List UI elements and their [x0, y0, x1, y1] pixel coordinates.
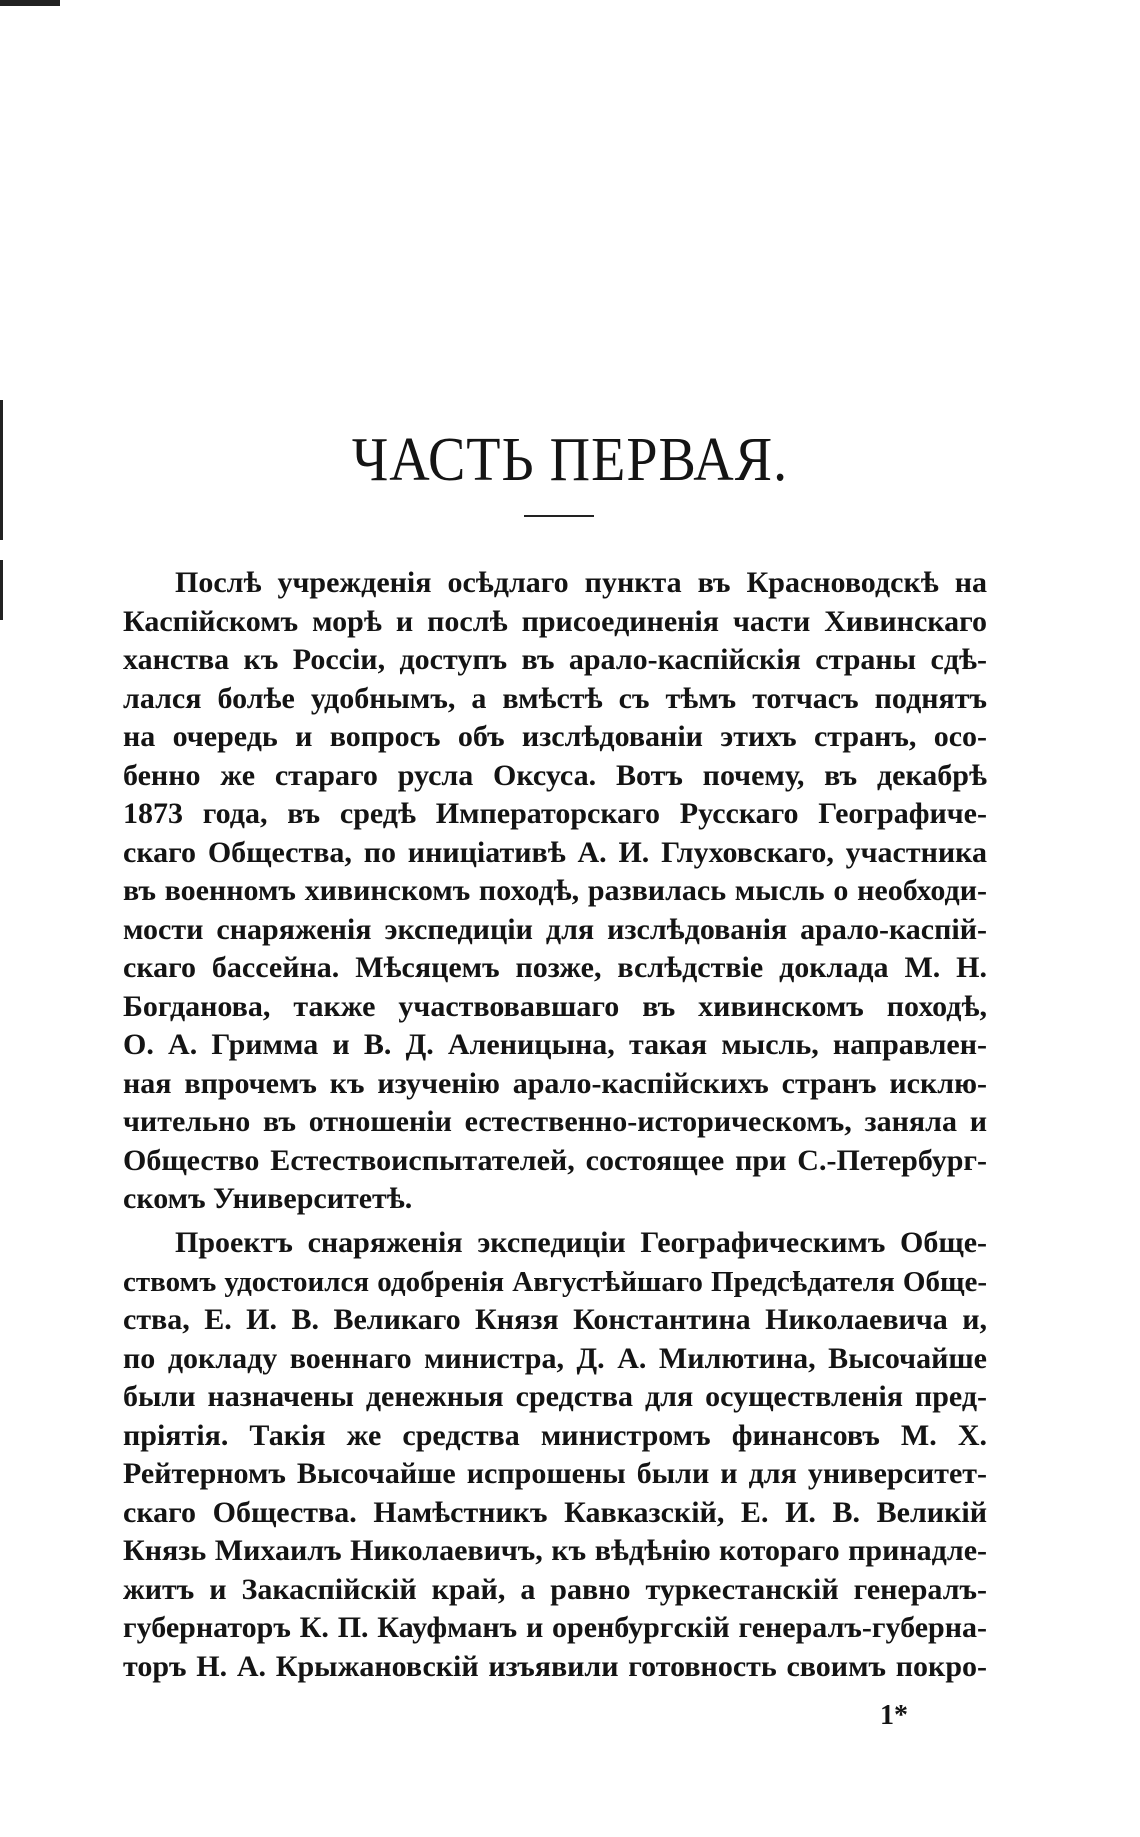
- text-line: ханства къ Россіи, доступъ въ арало-каспійскія страны сдѣ-: [123, 643, 987, 676]
- text-line: ная впрочемъ къ изученію арало-каспійскихъ странъ исклю-: [123, 1066, 987, 1100]
- text-line: по докладу военнаго министра, Д. А. Милютина, Высочайше: [123, 1341, 987, 1375]
- text-line: скаго Общества, по иниціативѣ А. И. Глуховскаго, участника: [123, 835, 987, 869]
- text-line: житъ и Закаспійскій край, а равно туркестанскій генералъ-: [123, 1572, 987, 1606]
- text-line: скомъ Университетѣ.: [123, 1182, 413, 1215]
- title-divider: [524, 515, 594, 517]
- text-line: Общество Естествоиспытателей, состоящее при С.-Петербург-: [123, 1143, 987, 1177]
- text-line: торъ Н. А. Крыжановскій изъявили готовность своимъ покро-: [123, 1649, 987, 1683]
- text-line: губернаторъ К. П. Кауфманъ и оренбургскій генералъ-губерна-: [123, 1611, 987, 1644]
- text-line: бенно же стараго русла Оксуса. Вотъ почему, въ декабрѣ: [123, 758, 987, 792]
- chapter-title: ЧАСТЬ ПЕРВАЯ.: [351, 425, 789, 495]
- text-line: въ военномъ хивинскомъ походѣ, развилась мысль о необходи-: [123, 874, 987, 907]
- text-line: О. А. Гримма и В. Д. Аленицына, такая мысль, направлен-: [123, 1028, 987, 1061]
- text-line: на очередь и вопросъ объ изслѣдованіи этихъ странъ, осо-: [123, 720, 987, 753]
- text-line: Каспійскомъ морѣ и послѣ присоединенія части Хивинскаго: [123, 604, 987, 638]
- paragraph-1: [123, 564, 987, 1219]
- text-line: мости снаряженія экспедиціи для изслѣдованія арало-каспій-: [123, 912, 987, 946]
- text-line: Проектъ снаряженія экспедиціи Географическимъ Обще-: [175, 1226, 987, 1259]
- text-line: Рейтерномъ Высочайше испрошены были и для университет-: [123, 1457, 987, 1490]
- scan-edge-mark: [0, 0, 60, 6]
- text-line: ствомъ удостоился одобренія Августѣйшаго Предсѣдателя Обще-: [123, 1265, 987, 1298]
- text-line: 1873 года, въ средѣ Императорскаго Русскаго Географиче-: [123, 797, 987, 830]
- text-line: Богданова, также участвовавшаго въ хивинскомъ походѣ,: [123, 989, 987, 1023]
- text-line: Послѣ учрежденія осѣдлаго пункта въ Красноводскѣ на: [175, 566, 987, 599]
- text-line: чительно въ отношеніи естественно-историческомъ, заняла и: [123, 1105, 987, 1138]
- text-line: скаго Общества. Намѣстникъ Кавказскій, Е. И. В. Великій: [123, 1495, 987, 1529]
- scan-edge-mark: [0, 560, 3, 620]
- text-line: Князь Михаилъ Николаевичъ, къ вѣдѣнію котораго принадле-: [123, 1534, 987, 1567]
- text-line: лался болѣе удобнымъ, а вмѣстѣ съ тѣмъ тотчасъ поднятъ: [123, 681, 987, 715]
- text-line: были назначены денежныя средства для осуществленія пред-: [123, 1380, 987, 1413]
- text-line: ства, Е. И. В. Великаго Князя Константина Николаевича и,: [123, 1303, 987, 1336]
- text-line: пріятія. Такія же средства министромъ финансовъ М. Х.: [123, 1418, 987, 1452]
- page-number: 1*: [880, 1700, 908, 1731]
- paragraph-2: [123, 1224, 987, 1686]
- text-line: скаго бассейна. Мѣсяцемъ позже, вслѣдствіе доклада М. Н.: [123, 951, 987, 984]
